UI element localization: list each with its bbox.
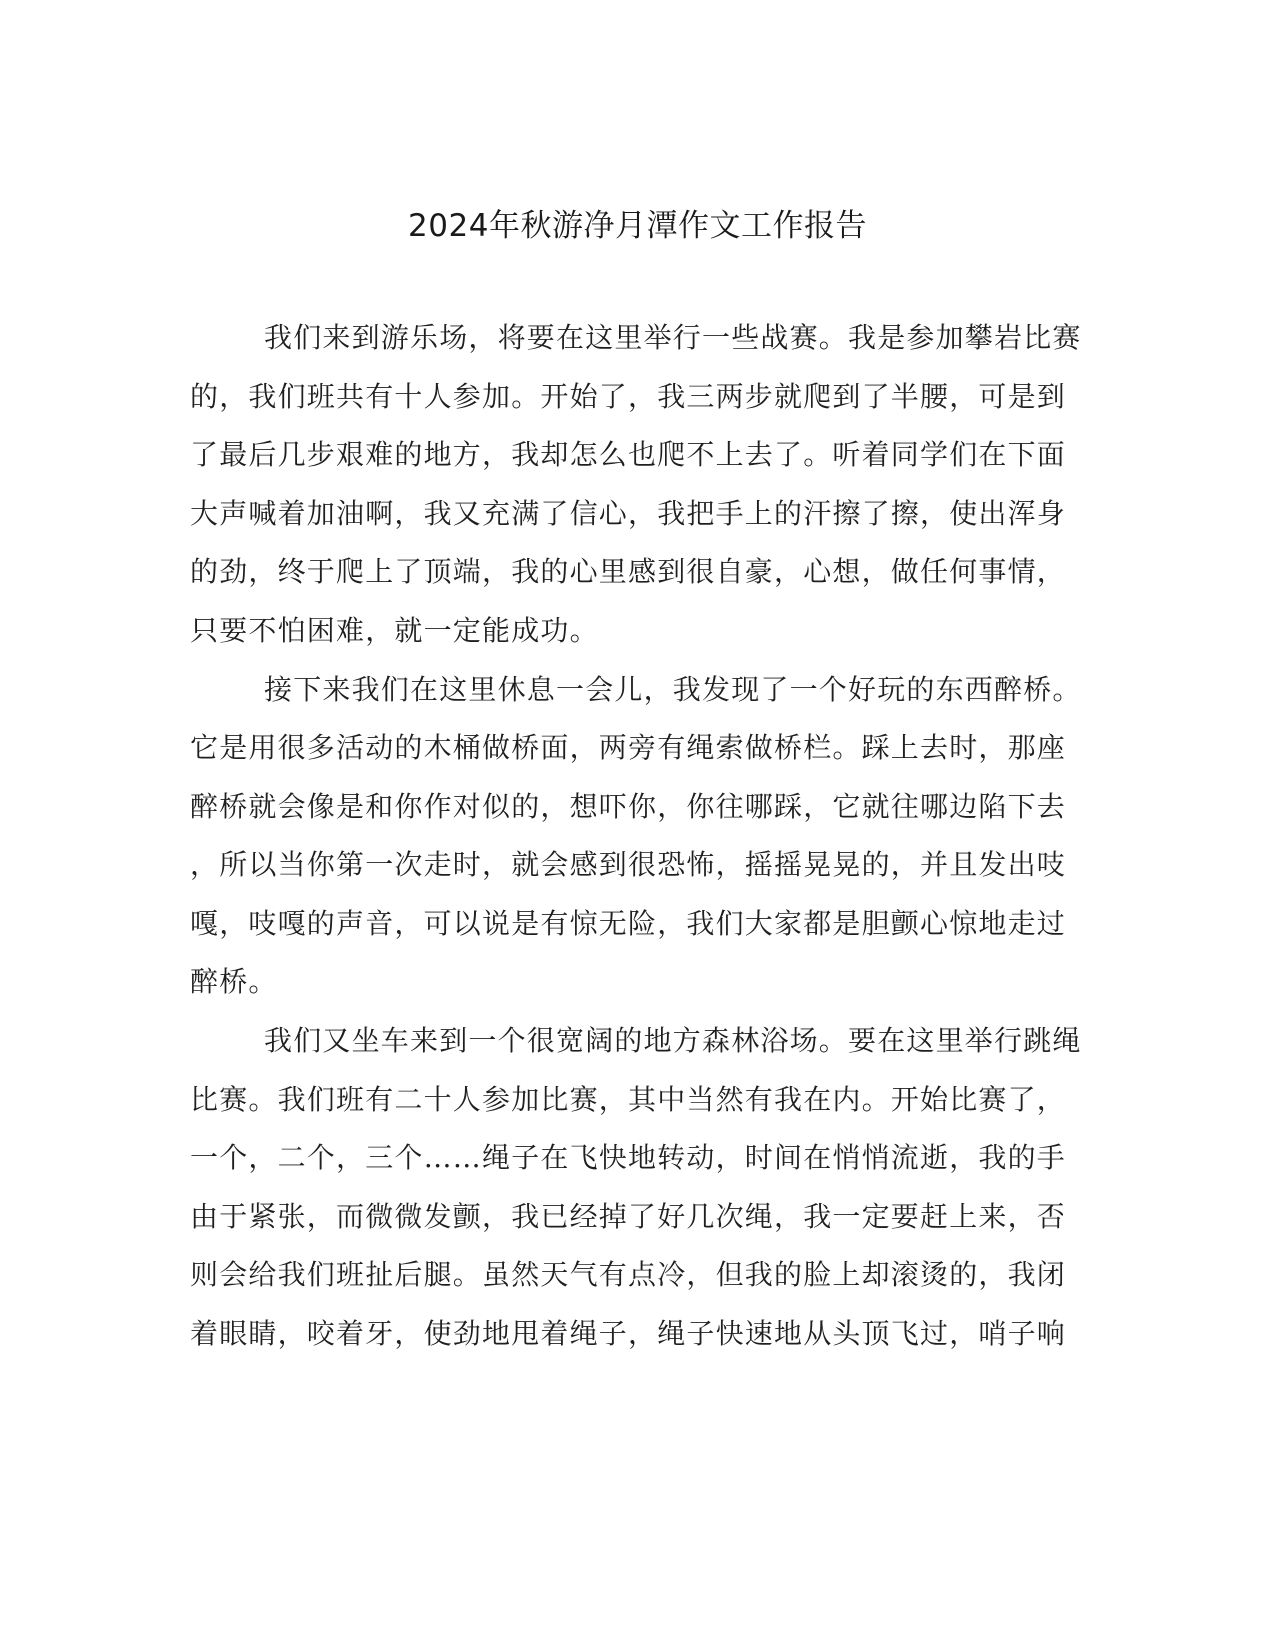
paragraph-3-line-1: 我们又坐车来到一个很宽阔的地方森林浴场。要在这里举行跳绳 xyxy=(264,1024,1082,1057)
document-title: 2024年秋游净月潭作文工作报告 xyxy=(408,208,867,244)
paragraph-2-line-6: 醉桥。 xyxy=(190,965,278,998)
paragraph-1-line-1: 我们来到游乐场，将要在这里举行一些战赛。我是参加攀岩比赛 xyxy=(264,321,1082,354)
paragraph-2-line-2: 它是用很多活动的木桶做桥面，两旁有绳索做桥栏。踩上去时，那座 xyxy=(190,731,1067,764)
paragraph-1-line-6: 只要不怕困难，就一定能成功。 xyxy=(190,614,599,647)
paragraph-3-line-4: 由于紧张，而微微发颤，我已经掉了好几次绳，我一定要赶上来，否 xyxy=(190,1200,1067,1233)
paragraph-2-line-4: ，所以当你第一次走时，就会感到很恐怖，摇摇晃晃的，并且发出吱 xyxy=(190,848,1067,881)
paragraph-1-line-2: 的，我们班共有十人参加。开始了，我三两步就爬到了半腰，可是到 xyxy=(190,380,1067,413)
paragraph-3-line-5: 则会给我们班扯后腿。虽然天气有点冷，但我的脸上却滚烫的，我闭 xyxy=(190,1258,1067,1291)
paragraph-3-line-3: 一个，二个，三个……绳子在飞快地转动，时间在悄悄流逝，我的手 xyxy=(190,1141,1067,1174)
paragraph-2-line-3: 醉桥就会像是和你作对似的，想吓你，你往哪踩，它就往哪边陷下去 xyxy=(190,790,1067,823)
paragraph-3-line-6: 着眼睛，咬着牙，使劲地甩着绳子，绳子快速地从头顶飞过，哨子响 xyxy=(190,1317,1067,1350)
paragraph-1-line-3: 了最后几步艰难的地方，我却怎么也爬不上去了。听着同学们在下面 xyxy=(190,438,1067,471)
paragraph-3-line-2: 比赛。我们班有二十人参加比赛，其中当然有我在内。开始比赛了， xyxy=(190,1083,1067,1116)
paragraph-2-line-1: 接下来我们在这里休息一会儿，我发现了一个好玩的东西醉桥。 xyxy=(264,673,1082,706)
paragraph-1-line-5: 的劲，终于爬上了顶端，我的心里感到很自豪，心想，做任何事情， xyxy=(190,555,1067,588)
paragraph-2-line-5: 嘎，吱嘎的声音，可以说是有惊无险，我们大家都是胆颤心惊地走过 xyxy=(190,907,1067,940)
paragraph-1-line-4: 大声喊着加油啊，我又充满了信心，我把手上的汗擦了擦，使出浑身 xyxy=(190,497,1067,530)
